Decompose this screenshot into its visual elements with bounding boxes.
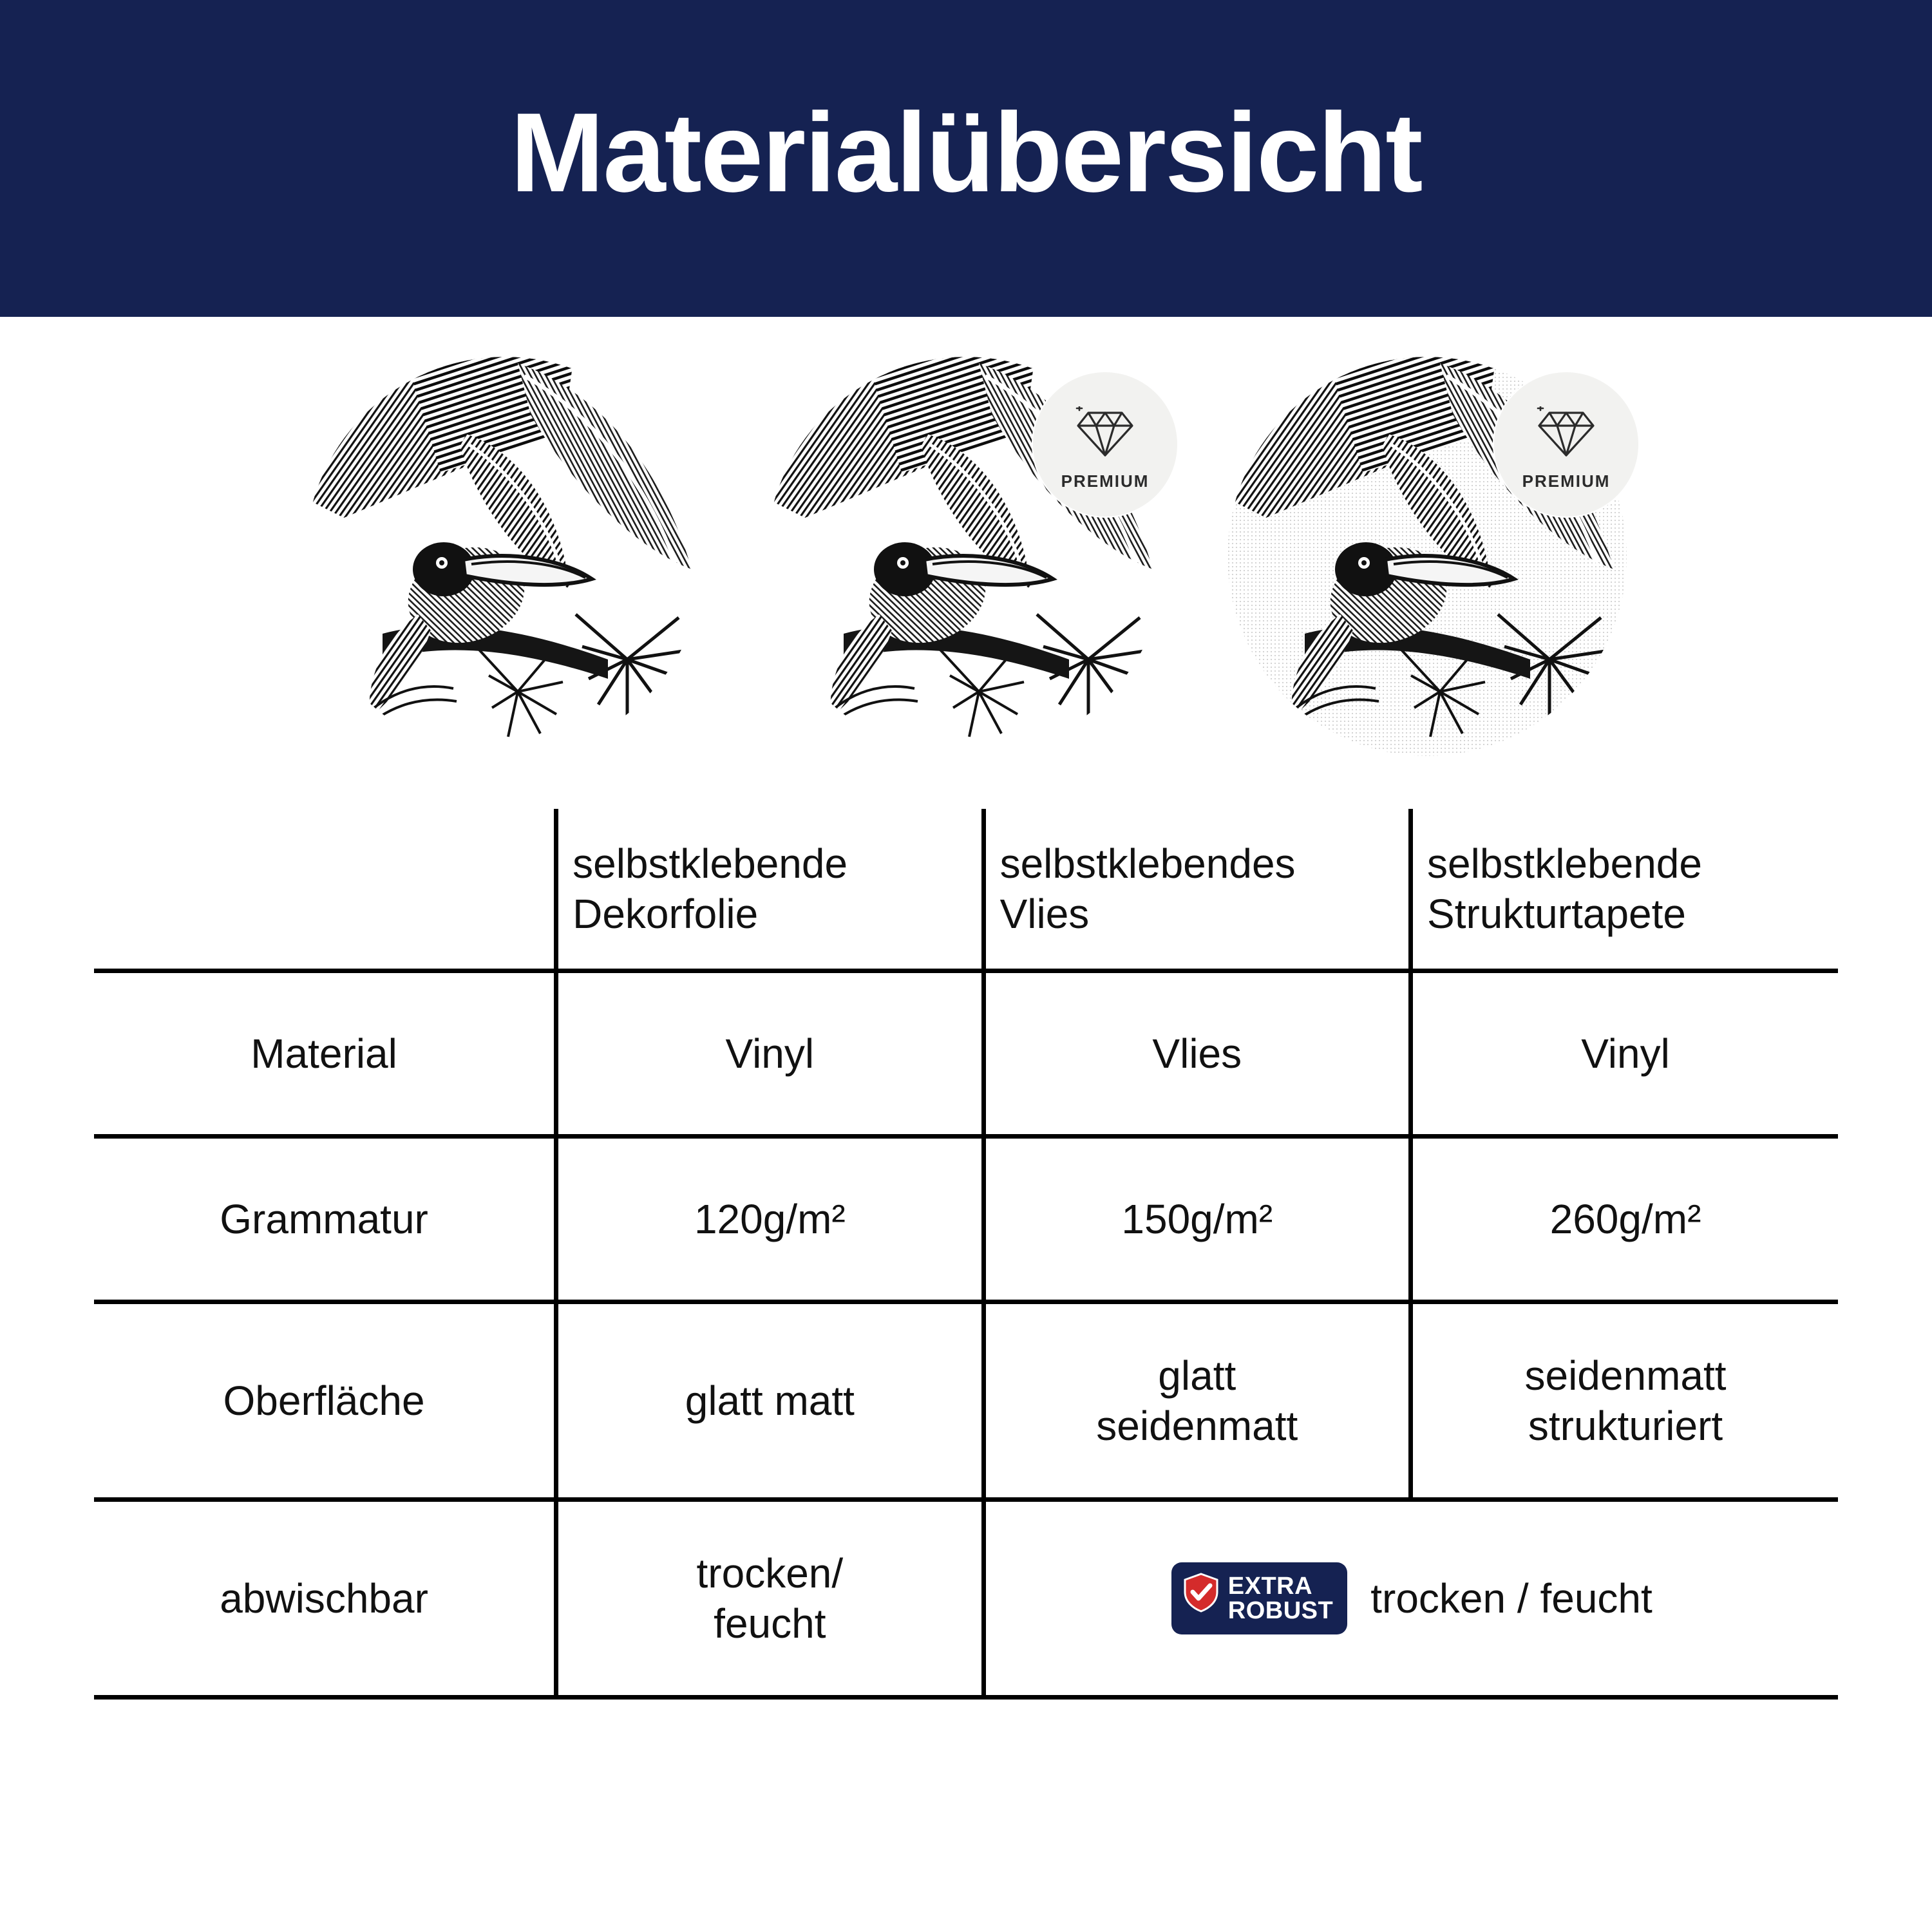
column-header-line2: Dekorfolie	[573, 891, 759, 937]
cell-abwischbar-text: trocken / feucht	[1370, 1575, 1653, 1622]
sample-vlies[interactable]	[766, 357, 1166, 756]
sample-image-dekorfolie	[305, 357, 705, 756]
cell-grammatur-vlies: 150g/m²	[983, 1137, 1410, 1302]
table-corner-cell	[94, 809, 556, 971]
cell-line1: glatt matt	[685, 1377, 855, 1424]
cell-oberflaeche-vlies	[983, 1302, 1410, 1500]
table-bottom-rule	[94, 1698, 1838, 1700]
row-label-grammatur: Grammatur	[94, 1137, 556, 1302]
cell-material-vlies: Vlies	[983, 971, 1410, 1137]
diamond-icon	[1074, 406, 1136, 464]
column-header-line2: Vlies	[999, 891, 1090, 937]
cell-grammatur-strukturtapete: 260g/m²	[1411, 1137, 1838, 1302]
page-title: Materialübersicht	[510, 90, 1422, 216]
cell-line1: glatt	[1158, 1352, 1236, 1399]
column-header-line1: selbstklebende	[1427, 840, 1702, 887]
table-row-material	[94, 971, 1838, 1137]
cell-grammatur-dekorfolie: 120g/m²	[556, 1137, 983, 1302]
row-label-oberflaeche: Oberfläche	[94, 1302, 556, 1500]
shield-check-icon	[1183, 1573, 1219, 1624]
cell-abwischbar-dekorfolie	[556, 1500, 983, 1698]
extra-robust-line1: EXTRA	[1227, 1572, 1313, 1600]
cell-material-dekorfolie: Vinyl	[556, 971, 983, 1137]
cell-oberflaeche-strukturtapete	[1411, 1302, 1838, 1500]
sample-dekorfolie[interactable]	[305, 357, 705, 756]
table-row-oberflaeche	[94, 1302, 1838, 1500]
premium-badge	[1494, 372, 1638, 516]
cell-line2: strukturiert	[1528, 1403, 1723, 1449]
table-row-grammatur	[94, 1137, 1838, 1302]
sample-strukturtapete[interactable]	[1227, 357, 1627, 756]
premium-badge	[1033, 372, 1177, 516]
header-banner	[0, 0, 1932, 317]
cell-oberflaeche-dekorfolie	[556, 1302, 983, 1500]
column-header-line1: selbstklebende	[573, 840, 848, 887]
table-row-abwischbar	[94, 1500, 1838, 1698]
cell-material-strukturtapete: Vinyl	[1411, 971, 1838, 1137]
cell-line1: trocken/	[696, 1549, 844, 1596]
row-label-material: Material	[94, 971, 556, 1137]
material-sample-row	[0, 357, 1932, 769]
premium-badge-label: PREMIUM	[1061, 471, 1150, 491]
column-header-line1: selbstklebendes	[999, 840, 1296, 887]
cell-line2: feucht	[714, 1600, 826, 1647]
table-header-row	[94, 809, 1838, 971]
extra-robust-line2: ROBUST	[1227, 1596, 1334, 1624]
extra-robust-badge	[1171, 1562, 1347, 1634]
column-header-line2: Strukturtapete	[1427, 891, 1687, 937]
row-label-abwischbar: abwischbar	[94, 1500, 556, 1698]
cell-abwischbar-vlies-strukturtapete	[983, 1500, 1838, 1698]
column-header-strukturtapete	[1411, 809, 1838, 971]
premium-badge-label: PREMIUM	[1522, 471, 1611, 491]
column-header-vlies	[983, 809, 1410, 971]
cell-line1: seidenmatt	[1524, 1352, 1727, 1399]
material-comparison-table	[0, 809, 1932, 1700]
cell-line2: seidenmatt	[1096, 1403, 1298, 1449]
column-header-dekorfolie	[556, 809, 983, 971]
diamond-icon	[1535, 406, 1597, 464]
